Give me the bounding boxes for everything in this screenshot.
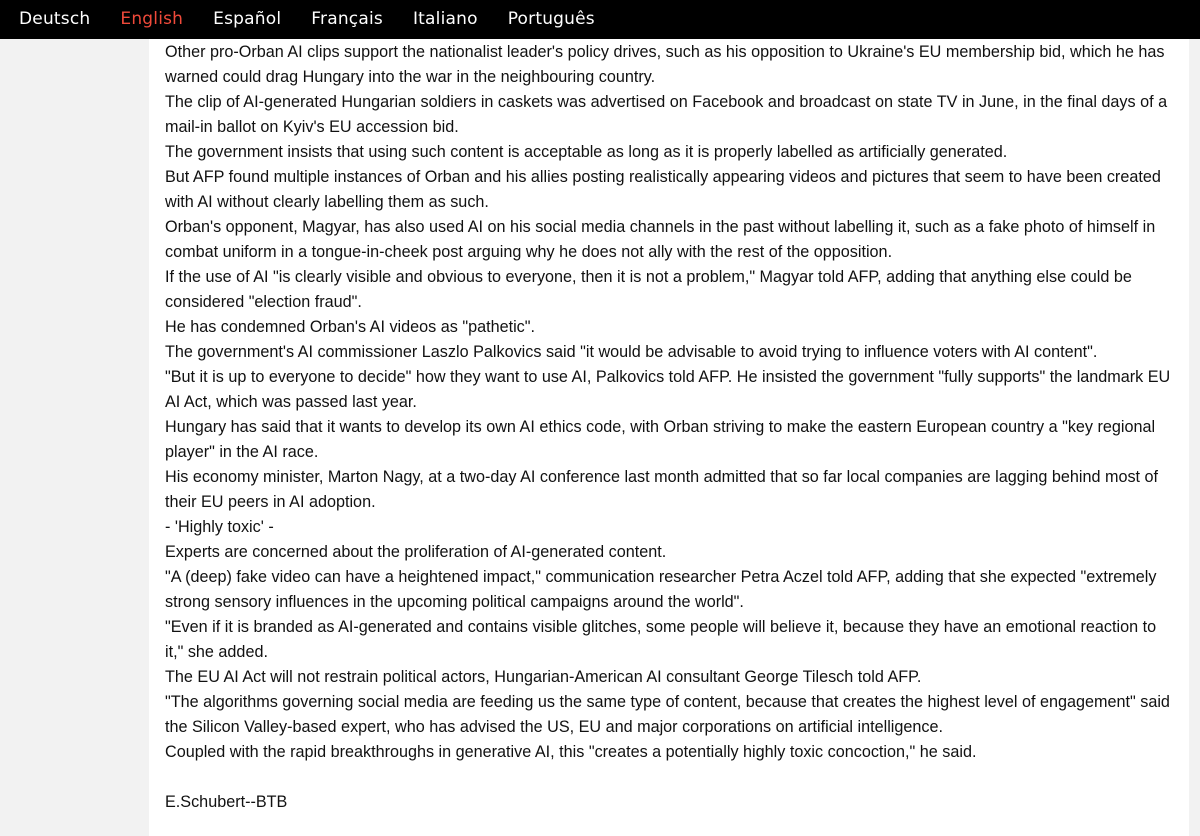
article-paragraph: Orban's opponent, Magyar, has also used AI on his social media channels in the past without labelling it, such as a fake photo of himself in combat uniform in a tongue-in-cheek post arguing why he does not ally with the rest of the opposition. [165,218,1156,261]
article-paragraph: The clip of AI-generated Hungarian soldiers in caskets was advertised on Facebook and broadcast on state TV in June, in the final days of a mail-in ballot on Kyiv's EU accession bid. [165,93,1168,136]
language-nav [0,0,1200,39]
article-paragraph: "Even if it is branded as AI-generated and contains visible glitches, some people will believe it, because they have an emotional reaction to it," she added. [165,618,1157,661]
article-paragraph: Other pro-Orban AI clips support the nationalist leader's policy drives, such as his opposition to Ukraine's EU membership bid, which he has warned could drag Hungary into the war in the neighbouring country. [165,43,1165,86]
article-paragraph: But AFP found multiple instances of Orban and his allies posting realistically appearing videos and pictures that seem to have been created with AI without clearly labelling them as such. [165,168,1161,211]
article-paragraph: Experts are concerned about the proliferation of AI-generated content. [165,543,667,561]
lang-link-italiano[interactable]: Italiano [412,9,478,29]
article-paragraph: "But it is up to everyone to decide" how they want to use AI, Palkovics told AFP. He insisted the government "fully supports" the landmark EU AI Act, which was passed last year. [165,368,1171,411]
article-container [149,39,1189,836]
lang-link-portugues[interactable]: Português [507,9,595,29]
article-paragraph: The government insists that using such content is acceptable as long as it is properly labelled as artificially generated. [165,143,1008,161]
lang-link-deutsch[interactable]: Deutsch [19,9,91,29]
article-paragraph: If the use of AI "is clearly visible and obvious to everyone, then it is not a problem," Magyar told AFP, adding that anything else could be considered "election fraud". [165,268,1132,311]
article-body [165,40,1177,815]
article-paragraph: The government's AI commissioner Laszlo Palkovics said "it would be advisable to avoid trying to influence voters with AI content". [165,343,1098,361]
article-paragraph: Coupled with the rapid breakthroughs in generative AI, this "creates a potentially highly toxic concoction," he said. [165,743,977,761]
article-paragraph: His economy minister, Marton Nagy, at a two-day AI conference last month admitted that so far local companies are lagging behind most of their EU peers in AI adoption. [165,468,1159,511]
article-paragraph: "A (deep) fake video can have a heightened impact," communication researcher Petra Aczel told AFP, adding that she expected "extremely strong sensory influences in the upcoming political campaigns around the world". [165,568,1157,611]
author-signoff: E.Schubert--BTB [165,793,288,811]
lang-link-francais[interactable]: Français [311,9,383,29]
lang-link-espanol[interactable]: Español [213,9,282,29]
section-subheading: - 'Highly toxic' - [165,518,274,536]
article-paragraph: He has condemned Orban's AI videos as "pathetic". [165,318,536,336]
lang-link-english[interactable]: English [120,9,184,29]
article-paragraph: Hungary has said that it wants to develop its own AI ethics code, with Orban striving to make the eastern European country a "key regional player" in the AI race. [165,418,1156,461]
article-paragraph: "The algorithms governing social media are feeding us the same type of content, because that creates the highest level of engagement" said the Silicon Valley-based expert, who has advised the US, EU and major corporations on artificial intelligence. [165,693,1170,736]
article-paragraph: The EU AI Act will not restrain political actors, Hungarian-American AI consultant George Tilesch told AFP. [165,668,922,686]
